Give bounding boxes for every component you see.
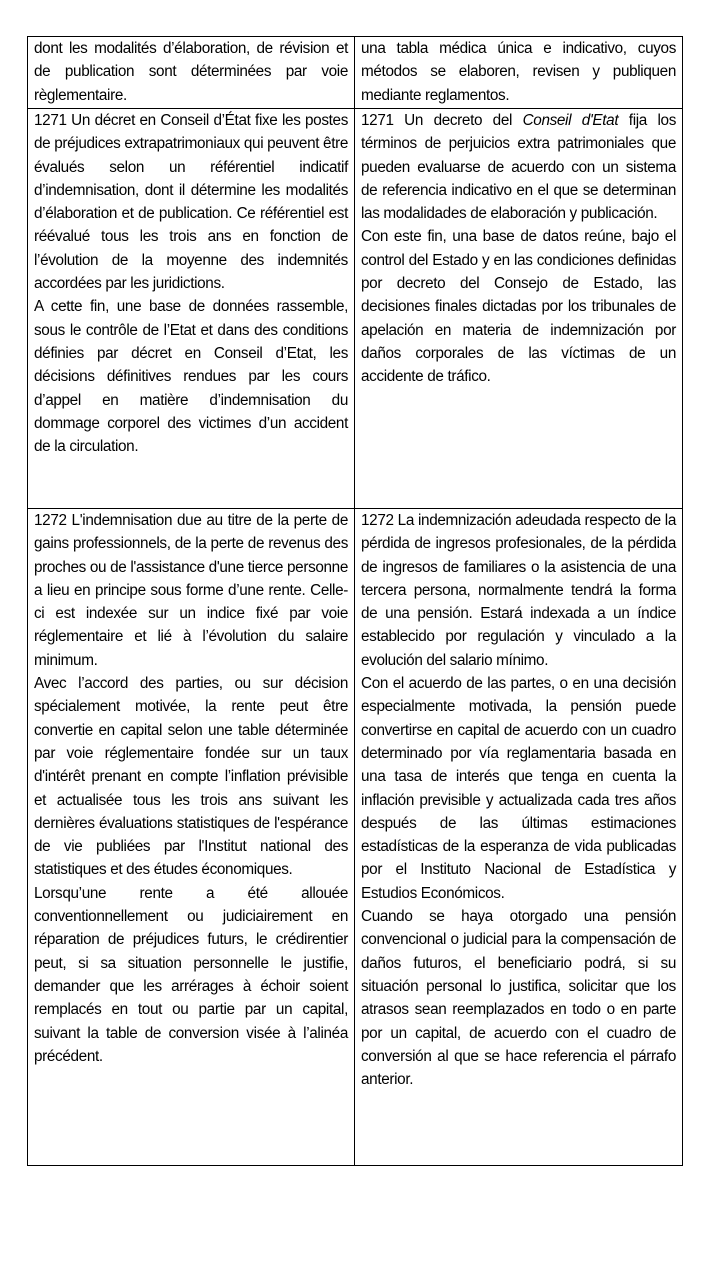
table-row <box>28 109 683 509</box>
french-paragraph: 1272 L'indemnisation due au titre de la perte de gains professionnels, de la perte de revenus des proches ou de l'assistance d'une tierce personne a lieu en principe sous forme d’une rente. Celle-ci est indexée sur un indice fixé par voie réglementaire et lié à l’évolution du salaire minimum. <box>34 512 348 669</box>
spanish-cell <box>355 509 683 1166</box>
article-lead: 1271 Un decreto del <box>361 112 513 129</box>
article-rest: fija los términos de perjuicios extra patrimoniales que pueden evaluarse de acuerdo con un sistema de referencia indicativo en el que se determinan las modalidades de elaboración y publicación. <box>361 112 676 223</box>
table-row <box>28 37 683 109</box>
spanish-paragraph: Con este fin, una base de datos reúne, bajo el control del Estado y en las condiciones definidas por decreto del Consejo de Estado, las decisiones finales dictadas por los tribunales de apelación en materia de indemnización por daños corporales de las víctimas de un accidente de tráfico. <box>361 228 676 386</box>
bilingual-table <box>27 36 683 1166</box>
french-paragraph: dont les modalités d’élaboration, de révision et de publication sont déterminées par voie règlementaire. <box>34 40 348 104</box>
spanish-cell <box>355 109 683 509</box>
spanish-paragraph: Con el acuerdo de las partes, o en una decisión especialmente motivada, la pensión puede convertirse en capital de acuerdo con un cuadro determinado por vía reglamentaria basada en una tasa de interés que tenga en cuenta la inflación previsible y actualizada cada tres años después de las últimas estimaciones estadísticas de la esperanza de vida publicadas por el Instituto Nacional de Estadística y Estudios Económicos. <box>361 675 676 902</box>
french-paragraph: A cette fin, une base de données rassemble, sous le contrôle de l’Etat et dans des conditions définies par décret en Conseil d’Etat, les décisions définitives rendues par les cours d’appel en matière d’indemnisation du dommage corporel des victimes d’un accident de la circulation. <box>34 298 348 456</box>
spanish-paragraph: una tabla médica única e indicativo, cuyos métodos se elaboren, revisen y publiquen mediante reglamentos. <box>361 40 676 104</box>
spanish-paragraph: Cuando se haya otorgado una pensión convencional o judicial para la compensación de daños futuros, el beneficiario podrá, si su situación personal lo justifica, solicitar que los atrasos sean reemplazados en todo o en parte por un capital, de acuerdo con el cuadro de conversión al que se hace referencia el párrafo anterior. <box>361 908 676 1089</box>
french-cell <box>28 37 355 109</box>
french-cell <box>28 509 355 1166</box>
italic-term: Conseil d'Etat <box>522 112 619 129</box>
french-paragraph: Lorsqu’une rente a été allouée conventionnellement ou judiciairement en réparation de préjudices futurs, le crédirentier peut, si sa situation personnelle le justifie, demander que les arrérages à échoir soient remplacés en tout ou partie par un capital, suivant la table de conversion visée à l’alinéa précédent. <box>34 884 348 1065</box>
table-row <box>28 509 683 1166</box>
spanish-cell <box>355 37 683 109</box>
french-paragraph: Avec l’accord des parties, ou sur décision spécialement motivée, la rente peut être convertie en capital selon une table déterminée par voie réglementaire fondée sur un taux d'intérêt prenant en compte l’inflation prévisible et actualisée tous les trois ans suivant les dernières évaluations statistiques de l'espérance de vie publiées par l'Institut national des statistiques et des études économiques. <box>34 675 348 879</box>
french-cell <box>28 109 355 509</box>
spanish-paragraph: 1272 La indemnización adeudada respecto de la pérdida de ingresos profesionales, de la pérdida de ingresos de familiares o la asistencia de una tercera persona, normalmente tendrá la forma de una pensión. Estará indexada a un índice establecido por regulación y vinculado a la evolución del salario mínimo. <box>361 512 676 669</box>
french-paragraph: 1271 Un décret en Conseil d’État fixe les postes de préjudices extrapatrimoniaux qui peuvent être évalués selon un référentiel indicatif d’indemnisation, dont il détermine les modalités d’élaboration et de publication. Ce référentiel est réévalué tous les trois ans en fonction de l’évolution de la moyenne des indemnités accordées par les juridictions. <box>34 112 348 293</box>
spanish-paragraph <box>361 109 676 225</box>
